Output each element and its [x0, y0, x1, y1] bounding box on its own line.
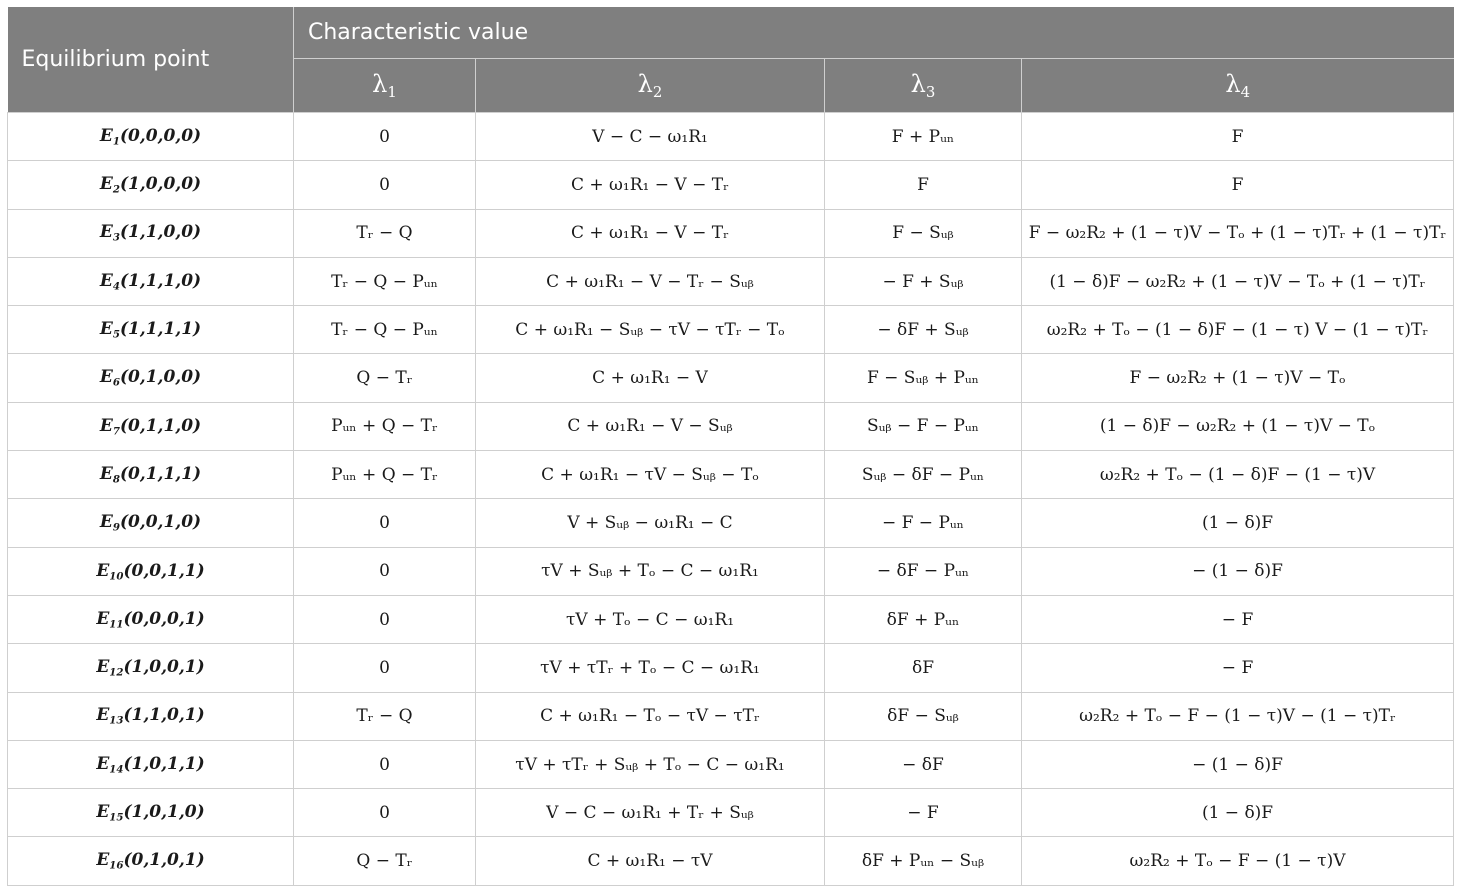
lambda-2-cell: C + ω₁R₁ − V − Tᵣ	[476, 209, 825, 257]
table-row	[8, 257, 1454, 305]
lambda-2-cell: V − C − ω₁R₁ + Tᵣ + Sᵤᵦ	[476, 789, 825, 837]
lambda-4-cell: (1 − δ)F	[1022, 789, 1454, 837]
lambda-4-cell: F	[1022, 161, 1454, 209]
point-index: 7	[112, 425, 120, 438]
lambda-1-cell: Pᵤₙ + Q − Tᵣ	[294, 402, 476, 450]
lambda-4-cell: F − ω₂R₂ + (1 − τ)V − Tₒ	[1022, 354, 1454, 402]
lambda-4-cell: ω₂R₂ + Tₒ − (1 − δ)F − (1 − τ)V	[1022, 451, 1454, 499]
point-coords: (1,0,0,0)	[119, 174, 202, 195]
point-letter: E	[99, 415, 113, 436]
lambda-1-cell: 0	[294, 547, 476, 595]
point-coords: (0,0,0,1)	[123, 608, 205, 629]
equilibrium-point-cell	[8, 789, 294, 837]
table-row	[8, 161, 1454, 209]
lambda-2-cell: τV + τTᵣ + Sᵤᵦ + Tₒ − C − ω₁R₁	[476, 740, 825, 788]
lambda-1-cell: 0	[294, 789, 476, 837]
lambda-1-cell: 0	[294, 499, 476, 547]
lambda-4-cell: − F	[1022, 595, 1454, 643]
point-index: 3	[112, 232, 120, 245]
point-label	[96, 754, 123, 774]
lambda-1-cell: Tᵣ − Q	[294, 209, 476, 257]
point-label	[100, 464, 120, 484]
table-row	[8, 837, 1454, 885]
table-row	[8, 644, 1454, 692]
equilibrium-point-cell	[8, 209, 294, 257]
point-label	[100, 319, 120, 339]
table-row	[8, 354, 1454, 402]
table-row	[8, 402, 1454, 450]
lambda-4-cell: ω₂R₂ + Tₒ − F − (1 − τ)V − (1 − τ)Tᵣ	[1022, 692, 1454, 740]
lambda-2-cell: C + ω₁R₁ − V	[476, 354, 825, 402]
point-label	[96, 850, 123, 870]
lambda-3-cell: Sᵤᵦ − δF − Pᵤₙ	[825, 451, 1022, 499]
lambda-subscript: 3	[925, 83, 936, 102]
lambda-2-cell: C + ω₁R₁ − V − Sᵤᵦ	[476, 402, 825, 450]
point-label	[100, 367, 120, 387]
equilibrium-point-cell	[8, 837, 294, 885]
point-index: 4	[112, 280, 120, 293]
point-coords: (1,0,0,1)	[123, 657, 205, 678]
point-letter: E	[99, 222, 113, 243]
point-label	[100, 416, 120, 436]
point-label	[96, 609, 123, 629]
lambda-3-cell: − δF	[825, 740, 1022, 788]
header-lambda-2	[476, 59, 825, 113]
lambda-2-cell: C + ω₁R₁ − Tₒ − τV − τTᵣ	[476, 692, 825, 740]
table-row	[8, 113, 1454, 161]
point-letter: E	[99, 463, 113, 484]
lambda-3-cell: Sᵤᵦ − F − Pᵤₙ	[825, 402, 1022, 450]
point-letter: E	[99, 270, 113, 291]
point-index: 13	[109, 714, 124, 727]
point-coords: (0,1,1,0)	[119, 415, 202, 436]
point-letter: E	[99, 125, 113, 146]
lambda-3-cell: − δF − Pᵤₙ	[825, 547, 1022, 595]
point-letter: E	[96, 657, 110, 678]
point-letter: E	[99, 512, 113, 533]
lambda-4-cell: ω₂R₂ + Tₒ − F − (1 − τ)V	[1022, 837, 1454, 885]
point-letter: E	[96, 850, 110, 871]
header-equilibrium-point: Equilibrium point	[8, 7, 294, 113]
lambda-subscript: 2	[652, 83, 663, 102]
point-letter: E	[99, 174, 113, 195]
equilibrium-point-cell	[8, 547, 294, 595]
lambda-3-cell: − F + Sᵤᵦ	[825, 257, 1022, 305]
table-row	[8, 692, 1454, 740]
equilibrium-point-cell	[8, 161, 294, 209]
point-coords: (1,1,1,0)	[119, 270, 202, 291]
equilibrium-point-cell	[8, 451, 294, 499]
lambda-2-cell: C + ω₁R₁ − V − Tᵣ − Sᵤᵦ	[476, 257, 825, 305]
point-index: 1	[112, 135, 120, 148]
lambda-1-cell: 0	[294, 644, 476, 692]
lambda-2-cell: τV + Sᵤᵦ + Tₒ − C − ω₁R₁	[476, 547, 825, 595]
equilibrium-point-cell	[8, 257, 294, 305]
point-label	[100, 512, 120, 532]
point-index: 2	[112, 183, 120, 196]
lambda-4-cell: (1 − δ)F − ω₂R₂ + (1 − τ)V − Tₒ + (1 − τ)Tᵣ	[1022, 257, 1454, 305]
point-label	[96, 802, 123, 822]
point-letter: E	[96, 705, 110, 726]
lambda-1-cell: 0	[294, 595, 476, 643]
lambda-1-cell: 0	[294, 161, 476, 209]
point-letter: E	[99, 367, 113, 388]
lambda-4-cell: F − ω₂R₂ + (1 − τ)V − Tₒ + (1 − τ)Tᵣ + (1 − τ)Tᵣ	[1022, 209, 1454, 257]
equilibrium-point-cell	[8, 595, 294, 643]
equilibrium-point-cell	[8, 644, 294, 692]
lambda-4-cell: − (1 − δ)F	[1022, 547, 1454, 595]
lambda-2-cell: τV + τTᵣ + Tₒ − C − ω₁R₁	[476, 644, 825, 692]
equilibrium-point-cell	[8, 499, 294, 547]
lambda-4-cell: − (1 − δ)F	[1022, 740, 1454, 788]
lambda-3-cell: δF + Pᵤₙ − Sᵤᵦ	[825, 837, 1022, 885]
lambda-4-cell: ω₂R₂ + Tₒ − (1 − δ)F − (1 − τ) V − (1 − τ)Tᵣ	[1022, 306, 1454, 354]
point-coords: (1,1,1,1)	[119, 319, 202, 340]
point-coords: (0,0,0,0)	[119, 125, 202, 146]
lambda-symbol: λ	[372, 69, 388, 98]
lambda-4-cell: F	[1022, 113, 1454, 161]
lambda-3-cell: δF	[825, 644, 1022, 692]
point-coords: (0,1,0,0)	[119, 367, 202, 388]
lambda-4-cell: (1 − δ)F − ω₂R₂ + (1 − τ)V − Tₒ	[1022, 402, 1454, 450]
lambda-2-cell: C + ω₁R₁ − Sᵤᵦ − τV − τTᵣ − Tₒ	[476, 306, 825, 354]
table-row	[8, 740, 1454, 788]
point-index: 10	[109, 570, 124, 583]
header-row-top	[8, 7, 1454, 59]
table-row	[8, 547, 1454, 595]
header-lambda-3	[825, 59, 1022, 113]
lambda-1-cell: Q − Tᵣ	[294, 354, 476, 402]
point-letter: E	[96, 753, 110, 774]
table-row	[8, 451, 1454, 499]
lambda-1-cell: 0	[294, 740, 476, 788]
lambda-3-cell: − F	[825, 789, 1022, 837]
point-coords: (1,0,1,1)	[123, 753, 205, 774]
lambda-symbol: λ	[910, 69, 926, 98]
lambda-symbol: λ	[637, 69, 653, 98]
point-label	[99, 222, 120, 245]
point-index: 12	[109, 666, 124, 679]
equilibrium-point-cell	[8, 692, 294, 740]
lambda-1-cell: Tᵣ − Q − Pᵤₙ	[294, 257, 476, 305]
table-row	[8, 595, 1454, 643]
point-letter: E	[99, 319, 113, 340]
lambda-subscript: 1	[387, 83, 397, 102]
point-letter: E	[96, 802, 110, 823]
point-index: 9	[112, 521, 120, 534]
point-label	[96, 657, 123, 677]
point-coords: (0,1,0,1)	[123, 850, 205, 871]
lambda-4-cell: − F	[1022, 644, 1454, 692]
point-coords: (0,0,1,0)	[119, 512, 202, 533]
point-label	[100, 271, 120, 291]
equilibrium-point-cell	[8, 306, 294, 354]
lambda-3-cell: F − Sᵤᵦ + Pᵤₙ	[825, 354, 1022, 402]
equilibrium-point-cell	[8, 402, 294, 450]
point-coords: (0,0,1,1)	[123, 560, 205, 581]
equilibrium-point-cell	[8, 354, 294, 402]
lambda-3-cell: − F − Pᵤₙ	[825, 499, 1022, 547]
table-row	[8, 209, 1454, 257]
lambda-3-cell: F − Sᵤᵦ	[825, 209, 1022, 257]
lambda-3-cell: F + Pᵤₙ	[825, 113, 1022, 161]
lambda-2-cell: C + ω₁R₁ − V − Tᵣ	[476, 161, 825, 209]
lambda-2-cell: τV + Tₒ − C − ω₁R₁	[476, 595, 825, 643]
table-row	[8, 306, 1454, 354]
lambda-1-cell: Pᵤₙ + Q − Tᵣ	[294, 451, 476, 499]
point-coords: (0,1,1,1)	[119, 463, 202, 484]
lambda-1-cell: 0	[294, 113, 476, 161]
lambda-1-cell: Q − Tᵣ	[294, 837, 476, 885]
point-index: 16	[109, 859, 124, 872]
point-label	[100, 126, 120, 146]
lambda-2-cell: V + Sᵤᵦ − ω₁R₁ − C	[476, 499, 825, 547]
point-index: 6	[112, 376, 120, 389]
header-lambda-1	[294, 59, 476, 113]
lambda-4-cell: (1 − δ)F	[1022, 499, 1454, 547]
lambda-2-cell: C + ω₁R₁ − τV − Sᵤᵦ − Tₒ	[476, 451, 825, 499]
lambda-2-cell: C + ω₁R₁ − τV	[476, 837, 825, 885]
point-index: 15	[109, 811, 124, 824]
lambda-subscript: 4	[1240, 83, 1251, 102]
header-lambda-4	[1022, 59, 1454, 113]
equilibrium-point-cell	[8, 113, 294, 161]
characteristic-value-table	[7, 7, 1454, 886]
point-letter: E	[96, 560, 110, 581]
lambda-symbol: λ	[1225, 69, 1241, 98]
lambda-1-cell: Tᵣ − Q − Pᵤₙ	[294, 306, 476, 354]
header-characteristic-value: Characteristic value	[294, 7, 1454, 59]
lambda-3-cell: δF + Pᵤₙ	[825, 595, 1022, 643]
point-index: 5	[112, 328, 120, 341]
lambda-3-cell: − δF + Sᵤᵦ	[825, 306, 1022, 354]
point-coords: (1,1,0,1)	[123, 705, 205, 726]
point-index: 14	[109, 763, 124, 776]
lambda-3-cell: F	[825, 161, 1022, 209]
table-container	[7, 7, 1453, 886]
equilibrium-point-cell	[8, 740, 294, 788]
table-row	[8, 499, 1454, 547]
point-index: 11	[109, 618, 124, 631]
table-row	[8, 789, 1454, 837]
point-letter: E	[96, 608, 110, 629]
point-label	[100, 174, 120, 194]
table-body	[8, 113, 1454, 886]
lambda-2-cell: V − C − ω₁R₁	[476, 113, 825, 161]
point-coords: (1,1,0,0)	[119, 222, 202, 243]
point-label	[96, 561, 123, 581]
point-coords: (1,0,1,0)	[123, 802, 205, 823]
lambda-1-cell: Tᵣ − Q	[294, 692, 476, 740]
point-label	[96, 705, 123, 725]
point-index: 8	[112, 473, 120, 486]
lambda-3-cell: δF − Sᵤᵦ	[825, 692, 1022, 740]
